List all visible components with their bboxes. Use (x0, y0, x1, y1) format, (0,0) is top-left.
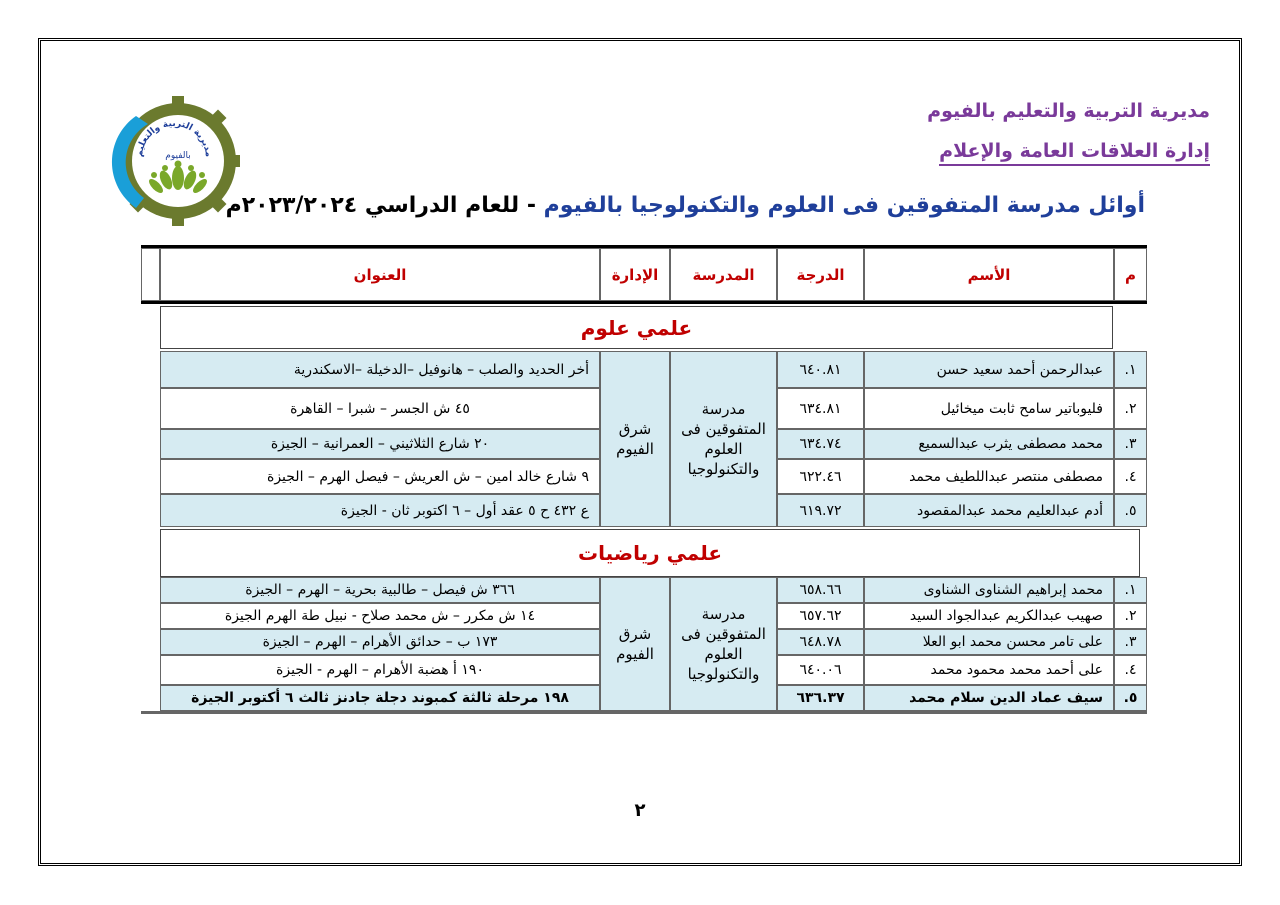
header-address: العنوان (160, 248, 600, 301)
row-score: ٦٣٤.٨١ (777, 388, 864, 429)
row-score: ٦٣٤.٧٤ (777, 429, 864, 459)
row-score: ٦٢٢.٤٦ (777, 459, 864, 494)
header-name: الأسم (864, 248, 1114, 301)
page-number: ٢ (634, 800, 646, 821)
row-num: ٥. (1114, 685, 1147, 711)
table-row (141, 388, 1147, 429)
row-num: ٤. (1114, 655, 1147, 685)
header-school: المدرسة (670, 248, 777, 301)
row-score: ٦٥٧.٦٢ (777, 603, 864, 629)
row-address: ١٤ ش مكرر – ش محمد صلاح - نبيل طة الهرم الجيزة (160, 603, 600, 629)
table-row (141, 577, 1147, 603)
row-num: ٤. (1114, 459, 1147, 494)
table-row (141, 494, 1147, 527)
row-num: ٣. (1114, 629, 1147, 655)
header-spacer (141, 248, 160, 301)
row-score: ٦٤٠.٨١ (777, 351, 864, 388)
table-row (141, 629, 1147, 655)
row-address: ١٧٣ ب – حدائق الأهرام – الهرم – الجيزة (160, 629, 600, 655)
row-address: ٩ شارع خالد امين – ش العريش – فيصل الهرم – الجيزة (160, 459, 600, 494)
directorate-logo (108, 96, 240, 226)
row-address: ١٩٨ مرحلة ثالثة كمبوند دجلة جادنز ثالث ٦ أكتوبر الجيزة (160, 685, 600, 711)
row-name: أدم عبدالعليم محمد عبدالمقصود (864, 494, 1114, 527)
table-row (141, 459, 1147, 494)
section-title-math: علمي رياضيات (160, 529, 1140, 577)
row-score: ٦٤٨.٧٨ (777, 629, 864, 655)
svg-text:مديرية التربية والتعليم: مديرية التربية والتعليم (134, 118, 214, 158)
row-name: على أحمد محمد محمود محمد (864, 655, 1114, 685)
table-header-row (141, 245, 1147, 304)
row-num: ٢. (1114, 388, 1147, 429)
table-row (141, 603, 1147, 629)
row-name: محمد مصطفى يثرب عبدالسميع (864, 429, 1114, 459)
section2-admin: شرق الفيوم (600, 577, 670, 711)
header-admin: الإدارة (600, 248, 670, 301)
table-row (141, 685, 1147, 714)
row-num: ٢. (1114, 603, 1147, 629)
row-num: ١. (1114, 577, 1147, 603)
section-title-science: علمي علوم (160, 306, 1113, 349)
row-score: ٦٥٨.٦٦ (777, 577, 864, 603)
section1-admin: شرق الفيوم (600, 351, 670, 527)
directorate-name: مديرية التربية والتعليم بالفيوم (927, 100, 1210, 122)
row-address: ٢٠ شارع الثلاثيني – العمرانية – الجيزة (160, 429, 600, 459)
row-name: مصطفى منتصر عبداللطيف محمد (864, 459, 1114, 494)
row-address: ع ٤٣٢ ح ٥ عقد أول – ٦ اكتوبر ثان - الجيزة (160, 494, 600, 527)
row-score: ٦٤٠.٠٦ (777, 655, 864, 685)
table-row (141, 655, 1147, 685)
header-score: الدرجة (777, 248, 864, 301)
row-name: سيف عماد الدين سلام محمد (864, 685, 1114, 711)
section2-school: مدرسة المتفوقين فى العلوم والتكنولوجيا (670, 577, 777, 711)
row-num: ٥. (1114, 494, 1147, 527)
row-name: فليوباتير سامح ثابت ميخائيل (864, 388, 1114, 429)
svg-text:بالفيوم: بالفيوم (165, 151, 191, 161)
row-name: صهيب عبدالكريم عبدالجواد السيد (864, 603, 1114, 629)
row-address: ٣٦٦ ش فيصل – طالبية بحرية – الهرم – الجيزة (160, 577, 600, 603)
department-name: إدارة العلاقات العامة والإعلام (939, 140, 1210, 166)
row-num: ١. (1114, 351, 1147, 388)
row-name: على تامر محسن محمد ابو العلا (864, 629, 1114, 655)
row-address: أخر الحديد والصلب – هانوفيل –الدخيلة –الاسكندرية (160, 351, 600, 388)
row-address: ٤٥ ش الجسر – شبرا – القاهرة (160, 388, 600, 429)
row-address: ١٩٠ أ هضبة الأهرام – الهرم - الجيزة (160, 655, 600, 685)
title-year: - للعام الدراسي ٢٠٢٣/٢٠٢٤م (225, 193, 544, 218)
header-num: م (1114, 248, 1147, 301)
row-num: ٣. (1114, 429, 1147, 459)
title-main: أوائل مدرسة المتفوقين فى العلوم والتكنولوجيا بالفيوم (543, 193, 1145, 218)
row-name: عبدالرحمن أحمد سعيد حسن (864, 351, 1114, 388)
row-score: ٦٣٦.٣٧ (777, 685, 864, 711)
row-score: ٦١٩.٧٢ (777, 494, 864, 527)
page-title (226, 193, 1145, 218)
section1-school: مدرسة المتفوقين فى العلوم والتكنولوجيا (670, 351, 777, 527)
table-row (141, 429, 1147, 459)
row-name: محمد إبراهيم الشناوى الشناوى (864, 577, 1114, 603)
table-row (141, 351, 1147, 388)
